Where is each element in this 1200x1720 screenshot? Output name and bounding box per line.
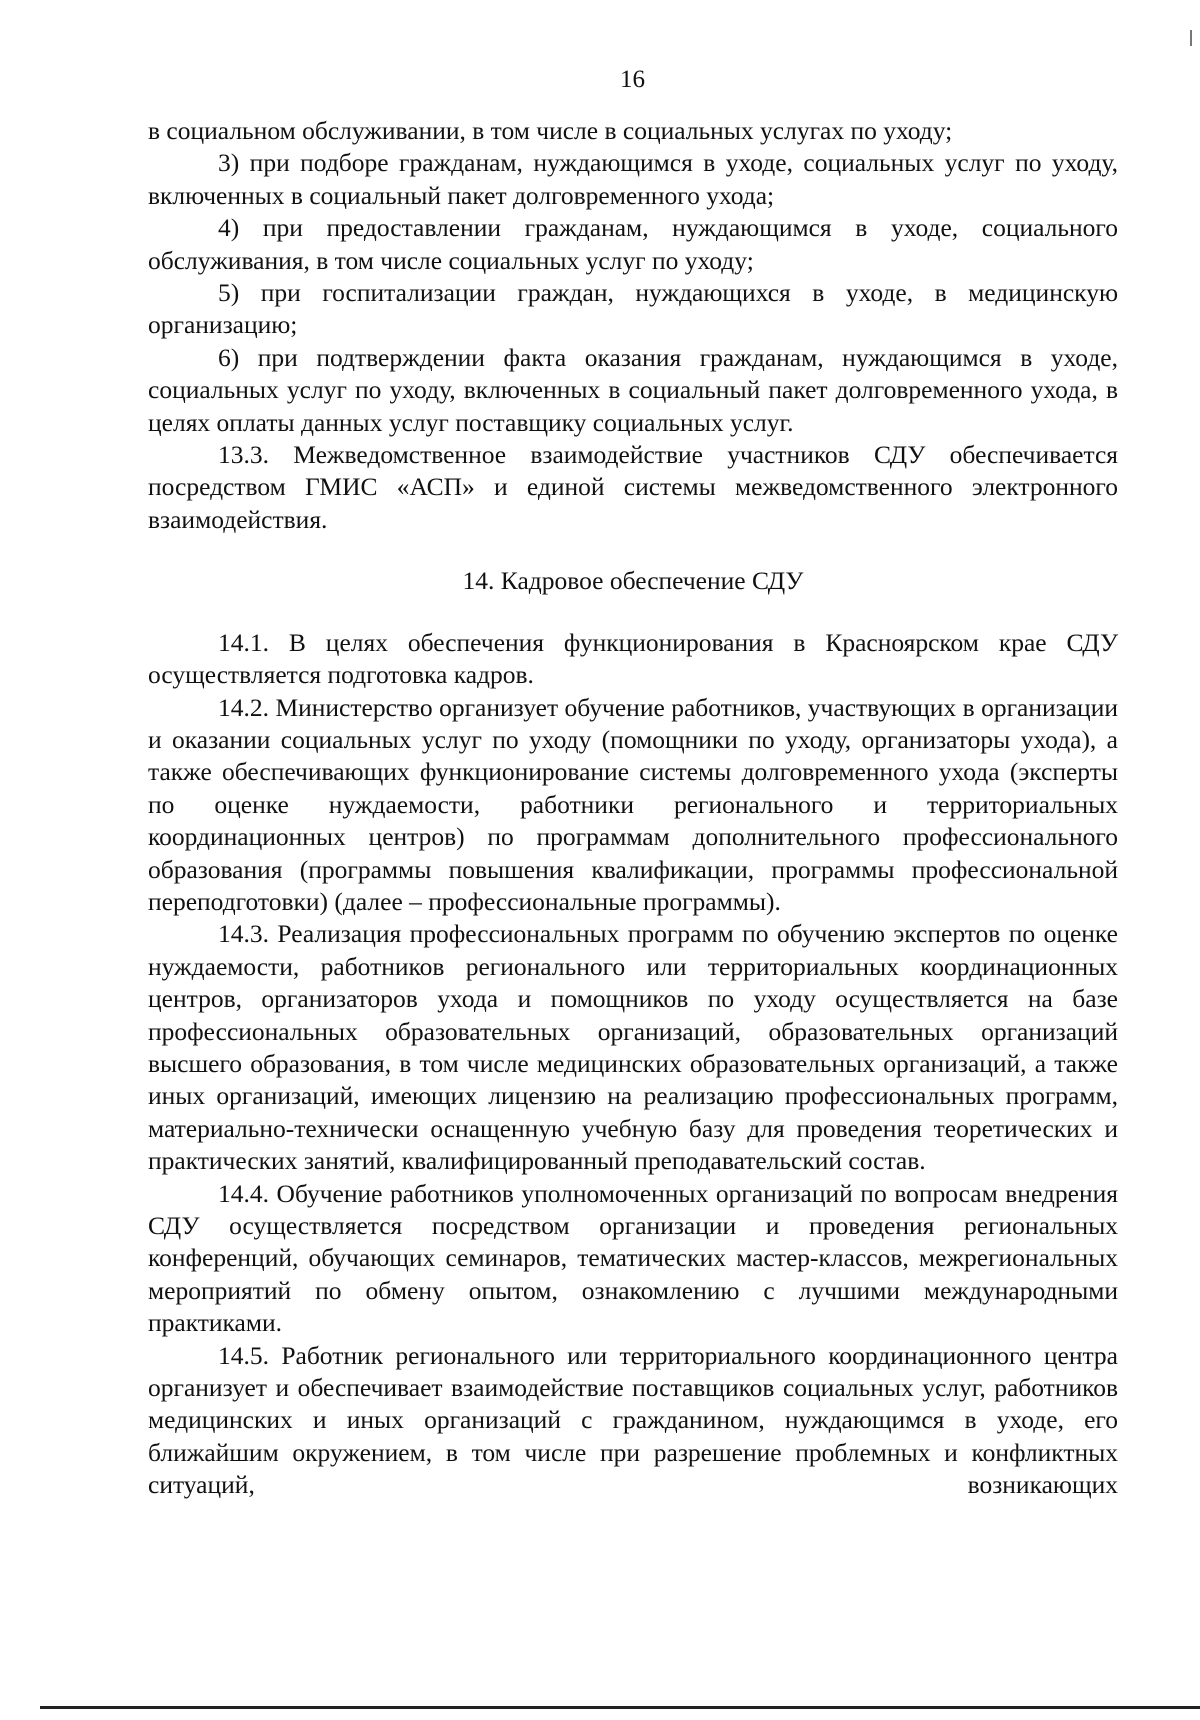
paragraph-14-2: 14.2. Министерство организует обучение работников, участвующих в организации и оказании социальных услуг по уходу (помощники по уходу, организаторы ухода), а также обеспечивающих функционирование системы долговременного ухода (эксперты по оценке нуждаемости, работники регионального и территориальных координационных центров) по программам дополнительного профессионального образования (программы повышения квалификации, программы профессиональной переподготовки) (далее – профессиональные программы). [148, 692, 1118, 916]
paragraph-item-4: 4) при предоставлении гражданам, нуждающимся в уходе, социального обслуживания, в том числе социальных услуг по уходу; [148, 213, 1118, 275]
paragraph-continuation: в социальном обслуживании, в том числе в социальных услугах по уходу; [148, 116, 953, 145]
paragraph-item-3: 3) при подборе гражданам, нуждающимся в уходе, социальных услуг по уходу, включенных в социальный пакет долговременного ухода; [148, 148, 1118, 210]
document-body [148, 115, 1118, 1502]
paragraph-item-5: 5) при госпитализации граждан, нуждающихся в уходе, в медицинскую организацию; [148, 278, 1118, 340]
scan-bottom-edge [40, 1706, 1200, 1709]
paragraph-14-5: 14.5. Работник регионального или территориального координационного центра организует и обеспечивает взаимодействие поставщиков социальных услуг, работников медицинских и иных организаций с гражданином, нуждающимся в уходе, его ближайшим окружением, в том числе при разрешение проблемных и конфликтных ситуаций, возникающих [148, 1340, 1118, 1500]
paragraph-13-3: 13.3. Межведомственное взаимодействие участников СДУ обеспечивается посредством ГМИС «АСП» и единой системы межведомственного электронного взаимодействия. [148, 440, 1118, 534]
paragraph-item-6: 6) при подтверждении факта оказания гражданам, нуждающимся в уходе, социальных услуг по уходу, включенных в социальный пакет долговременного ухода, в целях оплаты данных услуг поставщику социальных услуг. [148, 342, 1118, 437]
page-number: 16 [620, 66, 645, 93]
scan-edge-mark [1190, 30, 1192, 46]
paragraph-14-4: 14.4. Обучение работников уполномоченных организаций по вопросам внедрения СДУ осуществляется посредством организации и проведения региональных конференций, обучающих семинаров, тематических мастер-классов, межрегиональных мероприятий по обмену опытом, ознакомлению с лучшими международными практиками. [148, 1178, 1118, 1338]
paragraph-14-1: 14.1. В целях обеспечения функционирования в Красноярском крае СДУ осуществляется подготовка кадров. [148, 627, 1118, 690]
section-heading: 14. Кадровое обеспечение СДУ [462, 566, 804, 596]
paragraph-14-3: 14.3. Реализация профессиональных программ по обучению экспертов по оценке нуждаемости, работников регионального или территориальных координационных центров, организаторов ухода и помощников по уходу осуществляется на базе профессиональных образовательных организаций, образовательных организаций высшего образования, в том числе медицинских образовательных организаций, а также иных организаций, имеющих лицензию на реализацию профессиональных программ, материально-технически оснащенную учебную базу для проведения теоретических и практических занятий, квалифицированный преподавательский состав. [148, 919, 1118, 1176]
